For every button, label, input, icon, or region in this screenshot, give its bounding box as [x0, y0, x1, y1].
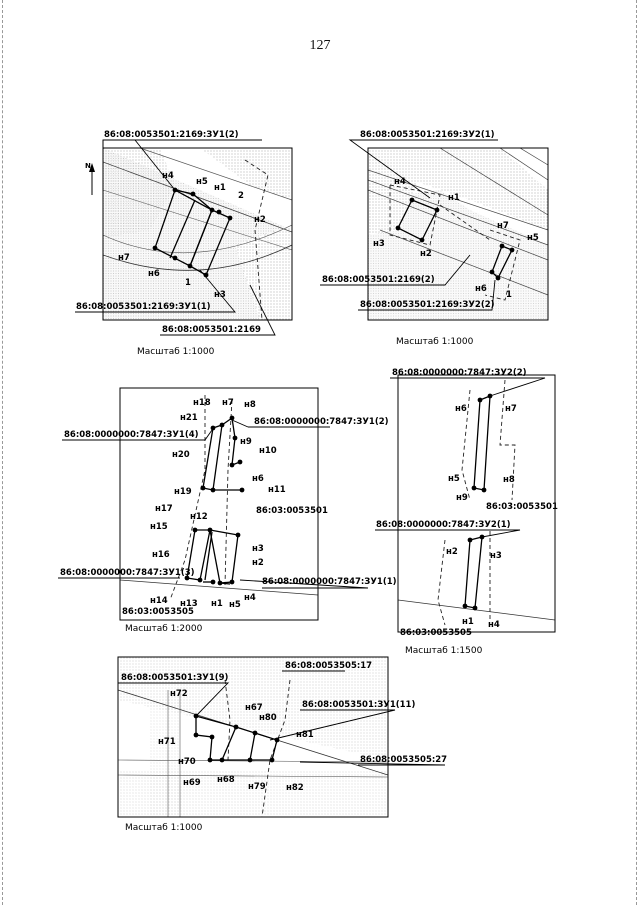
- map-4-point-label: н4: [488, 620, 500, 630]
- map-2-mid-cadastral: 86:08:0053501:2169(2): [322, 275, 435, 285]
- map-1-left-cadastral: 86:08:0053501:2169:ЗУ1(1): [76, 302, 211, 312]
- map-3-point-label: н21: [180, 413, 198, 423]
- map-3-right-bottom-cadastral: 86:08:0000000:7847:ЗУ1(1): [262, 577, 397, 587]
- map-3-point-label: н17: [155, 504, 173, 514]
- map-4-point-label: н3: [490, 551, 502, 561]
- map-2-point-label: н5: [527, 233, 539, 243]
- map-1-scale: Масштаб 1:1000: [137, 347, 215, 357]
- map-1-background: [103, 148, 292, 320]
- map-5-point-label: н81: [296, 730, 314, 740]
- map-2-point-label: 1: [506, 290, 512, 300]
- map-1-point-label: н5: [196, 177, 208, 187]
- map-3-point-label: н9: [240, 437, 252, 447]
- map-4-scale: Масштаб 1:1500: [405, 646, 483, 656]
- map-3-point-label: н13: [180, 599, 198, 609]
- map-5-point-label: н72: [170, 689, 188, 699]
- map-3-left-top-cadastral: 86:08:0000000:7847:ЗУ1(4): [64, 430, 199, 440]
- map-5: [118, 657, 447, 833]
- map-3-point-label: н18: [193, 398, 211, 408]
- map-3-point-label: н1: [211, 599, 223, 609]
- map-4-bottom-cadastral: 86:03:0053505: [400, 628, 472, 638]
- map-3-point-label: н12: [190, 512, 208, 522]
- map-4-top-cadastral: 86:08:0000000:7847:ЗУ2(2): [392, 368, 527, 378]
- map-3-bottom-cadastral: 86:03:0053505: [122, 607, 194, 617]
- map-1-point-label: 1: [185, 278, 191, 288]
- map-4-point-label: н1: [462, 617, 474, 627]
- map-5-point-label: н70: [178, 757, 196, 767]
- map-3-left-bottom-cadastral: 86:08:0000000:7847:ЗУ1(3): [60, 568, 195, 578]
- map-3-point-label: н4: [244, 593, 256, 603]
- map-1-top-cadastral: 86:08:0053501:2169:ЗУ1(2): [104, 130, 239, 140]
- map-2-top-cadastral: 86:08:0053501:2169:ЗУ2(1): [360, 130, 495, 140]
- map-3-point-label: н16: [152, 550, 170, 560]
- map-5-point-label: н68: [217, 775, 235, 785]
- map-4-point-label: н2: [446, 547, 458, 557]
- map-1-point-label: н1: [214, 183, 226, 193]
- page-number: 127: [309, 38, 331, 53]
- map-5-point-label: н82: [286, 783, 304, 793]
- map-5-point-label: н67: [245, 703, 263, 713]
- map-2: [320, 130, 548, 347]
- map-3: [58, 388, 397, 634]
- map-4: [375, 368, 558, 656]
- map-3-point-label: н2: [252, 558, 264, 568]
- map-1-point-label: н7: [118, 253, 130, 263]
- map-5-right-cadastral: 86:08:0053505:27: [360, 755, 448, 765]
- map-4-point-label: н6: [455, 404, 467, 414]
- map-4-point-label: н7: [505, 404, 517, 414]
- map-5-point-label: н80: [259, 713, 277, 723]
- map-5-point-label: н71: [158, 737, 176, 747]
- map-2-point-label: н3: [373, 239, 385, 249]
- north-label: N: [85, 162, 91, 170]
- map-3-point-label: н5: [229, 600, 241, 610]
- map-5-mid-right-cadastral: 86:08:0053501:ЗУ1(11): [302, 700, 416, 710]
- map-3-point-label: н10: [259, 446, 277, 456]
- map-4-point-label: н5: [448, 474, 460, 484]
- map-3-right-top-cadastral: 86:08:0000000:7847:ЗУ1(2): [254, 417, 389, 427]
- map-2-point-label: н4: [394, 177, 406, 187]
- map-1-point-label: н3: [214, 290, 226, 300]
- map-1-point-label: н2: [254, 215, 266, 225]
- map-5-top-right-cadastral: 86:08:0053505:17: [285, 661, 373, 671]
- map-3-point-label: н20: [172, 450, 190, 460]
- map-2-background: [368, 148, 548, 320]
- north-arrow-icon: [85, 162, 95, 195]
- map-2-point-label: н6: [475, 284, 487, 294]
- map-3-point-label: н14: [150, 596, 168, 606]
- map-3-mid-cadastral: 86:03:0053501: [256, 506, 328, 516]
- map-3-scale: Масштаб 1:2000: [125, 624, 203, 634]
- map-3-point-label: н7: [222, 398, 234, 408]
- map-4-point-label: н8: [503, 475, 515, 485]
- map-3-point-label: н15: [150, 522, 168, 532]
- map-3-point-label: н11: [268, 485, 286, 495]
- map-2-scale: Масштаб 1:1000: [396, 337, 474, 347]
- map-2-point-label: н7: [497, 221, 509, 231]
- map-5-point-label: н69: [183, 778, 201, 788]
- map-5-point-label: н79: [248, 782, 266, 792]
- map-1-point-label: 2: [238, 191, 244, 201]
- map-2-bottom-cadastral: 86:08:0053501:2169:ЗУ2(2): [360, 300, 495, 310]
- map-5-scale: Масштаб 1:1000: [125, 823, 203, 833]
- map-4-point-label: н9: [456, 493, 468, 503]
- map-1: [75, 130, 292, 357]
- map-2-point-label: н1: [448, 193, 460, 203]
- map-1-point-label: н6: [148, 269, 160, 279]
- map-3-point-label: н6: [252, 474, 264, 484]
- map-3-point-label: н3: [252, 544, 264, 554]
- map-4-right-cadastral: 86:03:0053501: [486, 502, 558, 512]
- map-2-point-label: н2: [420, 249, 432, 259]
- map-3-point-label: н8: [244, 400, 256, 410]
- map-3-point-label: н19: [174, 487, 192, 497]
- map-1-point-label: н4: [162, 171, 174, 181]
- map-4-mid-cadastral: 86:08:0000000:7847:ЗУ2(1): [376, 520, 511, 530]
- map-5-top-left-cadastral: 86:08:0053501:ЗУ1(9): [121, 673, 229, 683]
- map-1-bottom-cadastral: 86:08:0053501:2169: [162, 325, 261, 335]
